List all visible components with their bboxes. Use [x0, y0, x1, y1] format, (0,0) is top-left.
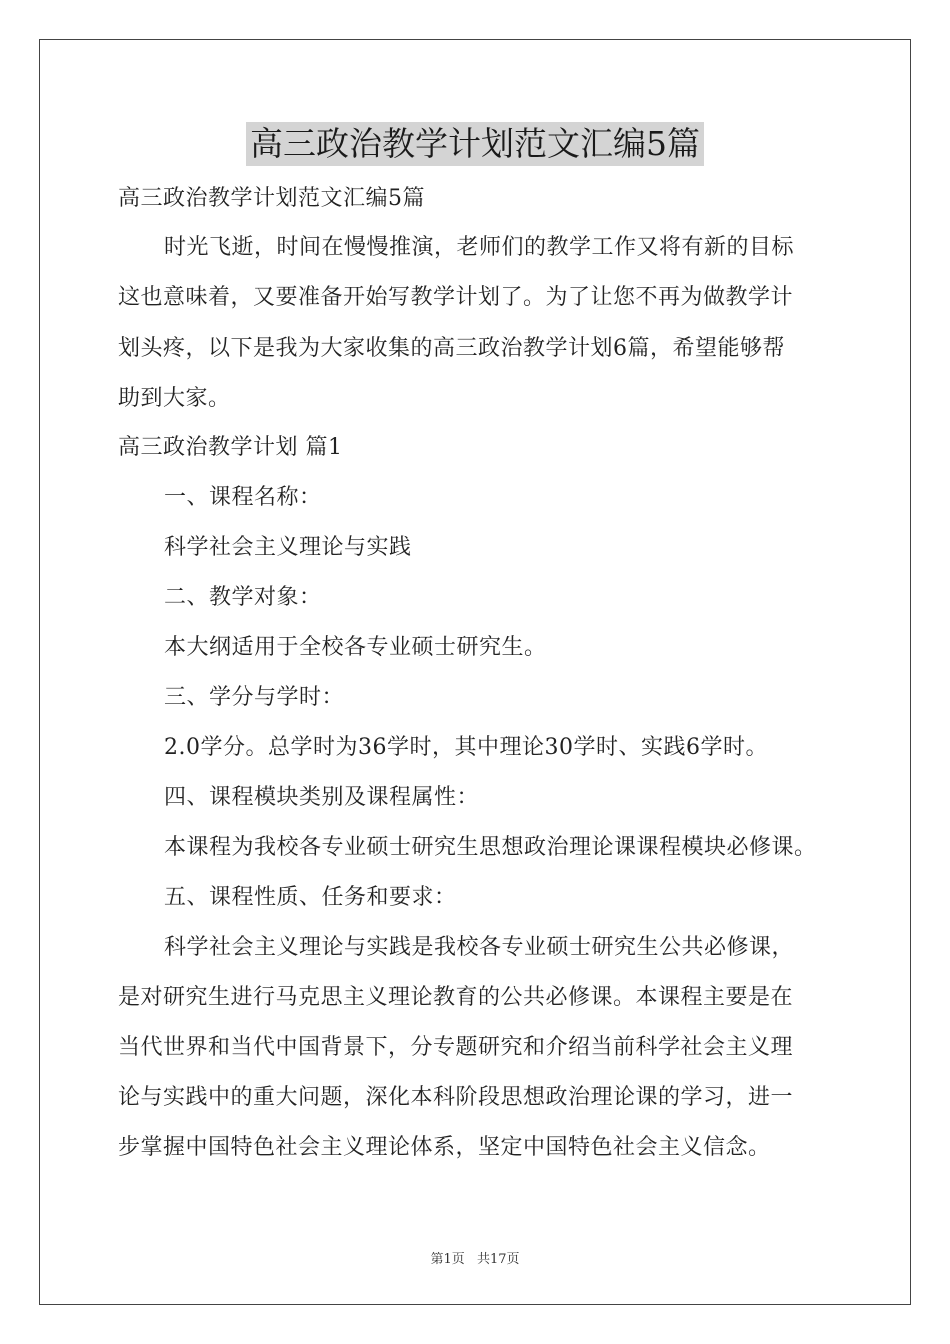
item-credits-value: 2.0学分。总学时为36学时，其中理论30学时、实践6学时。	[164, 735, 768, 760]
page-number: 第1页	[430, 1252, 465, 1267]
nature-paragraph-line-4: 论与实践中的重大问题，深化本科阶段思想政治理论课的学习，进一	[118, 1085, 794, 1110]
nature-paragraph-line-3: 当代世界和当代中国背景下，分专题研究和介绍当前科学社会主义理	[118, 1035, 794, 1060]
intro-paragraph-line-4: 助到大家。	[118, 386, 231, 411]
section-heading: 高三政治教学计划 篇1	[118, 435, 343, 460]
item-audience-heading: 二、教学对象：	[164, 585, 322, 610]
page-footer	[0, 1248, 950, 1267]
page-frame	[39, 39, 911, 1305]
item-course-name-value: 科学社会主义理论与实践	[164, 535, 412, 560]
intro-paragraph-line-2: 这也意味着，又要准备开始写教学计划了。为了让您不再为做教学计	[118, 285, 794, 310]
intro-paragraph-line-3: 划头疼，以下是我为大家收集的高三政治教学计划6篇，希望能够帮	[118, 336, 785, 361]
item-nature-heading: 五、课程性质、任务和要求：	[164, 885, 457, 910]
document-title-text: 高三政治教学计划范文汇编5篇	[246, 122, 704, 166]
item-module-value: 本课程为我校各专业硕士研究生思想政治理论课课程模块必修课。	[164, 835, 817, 860]
item-module-heading: 四、课程模块类别及课程属性：	[164, 785, 480, 810]
subtitle-line: 高三政治教学计划范文汇编5篇	[118, 186, 425, 211]
total-pages: 共17页	[476, 1252, 520, 1267]
item-course-name-heading: 一、课程名称：	[164, 485, 322, 510]
nature-paragraph-line-1: 科学社会主义理论与实践是我校各专业硕士研究生公共必修课，	[164, 935, 795, 960]
nature-paragraph-line-2: 是对研究生进行马克思主义理论教育的公共必修课。本课程主要是在	[118, 985, 794, 1010]
document-title	[0, 122, 950, 166]
intro-paragraph-line-1: 时光飞逝，时间在慢慢推演，老师们的教学工作又将有新的目标	[164, 235, 795, 260]
item-credits-heading: 三、学分与学时：	[164, 685, 345, 710]
item-audience-value: 本大纲适用于全校各专业硕士研究生。	[164, 635, 547, 660]
nature-paragraph-line-5: 步掌握中国特色社会主义理论体系，坚定中国特色社会主义信念。	[118, 1135, 771, 1160]
